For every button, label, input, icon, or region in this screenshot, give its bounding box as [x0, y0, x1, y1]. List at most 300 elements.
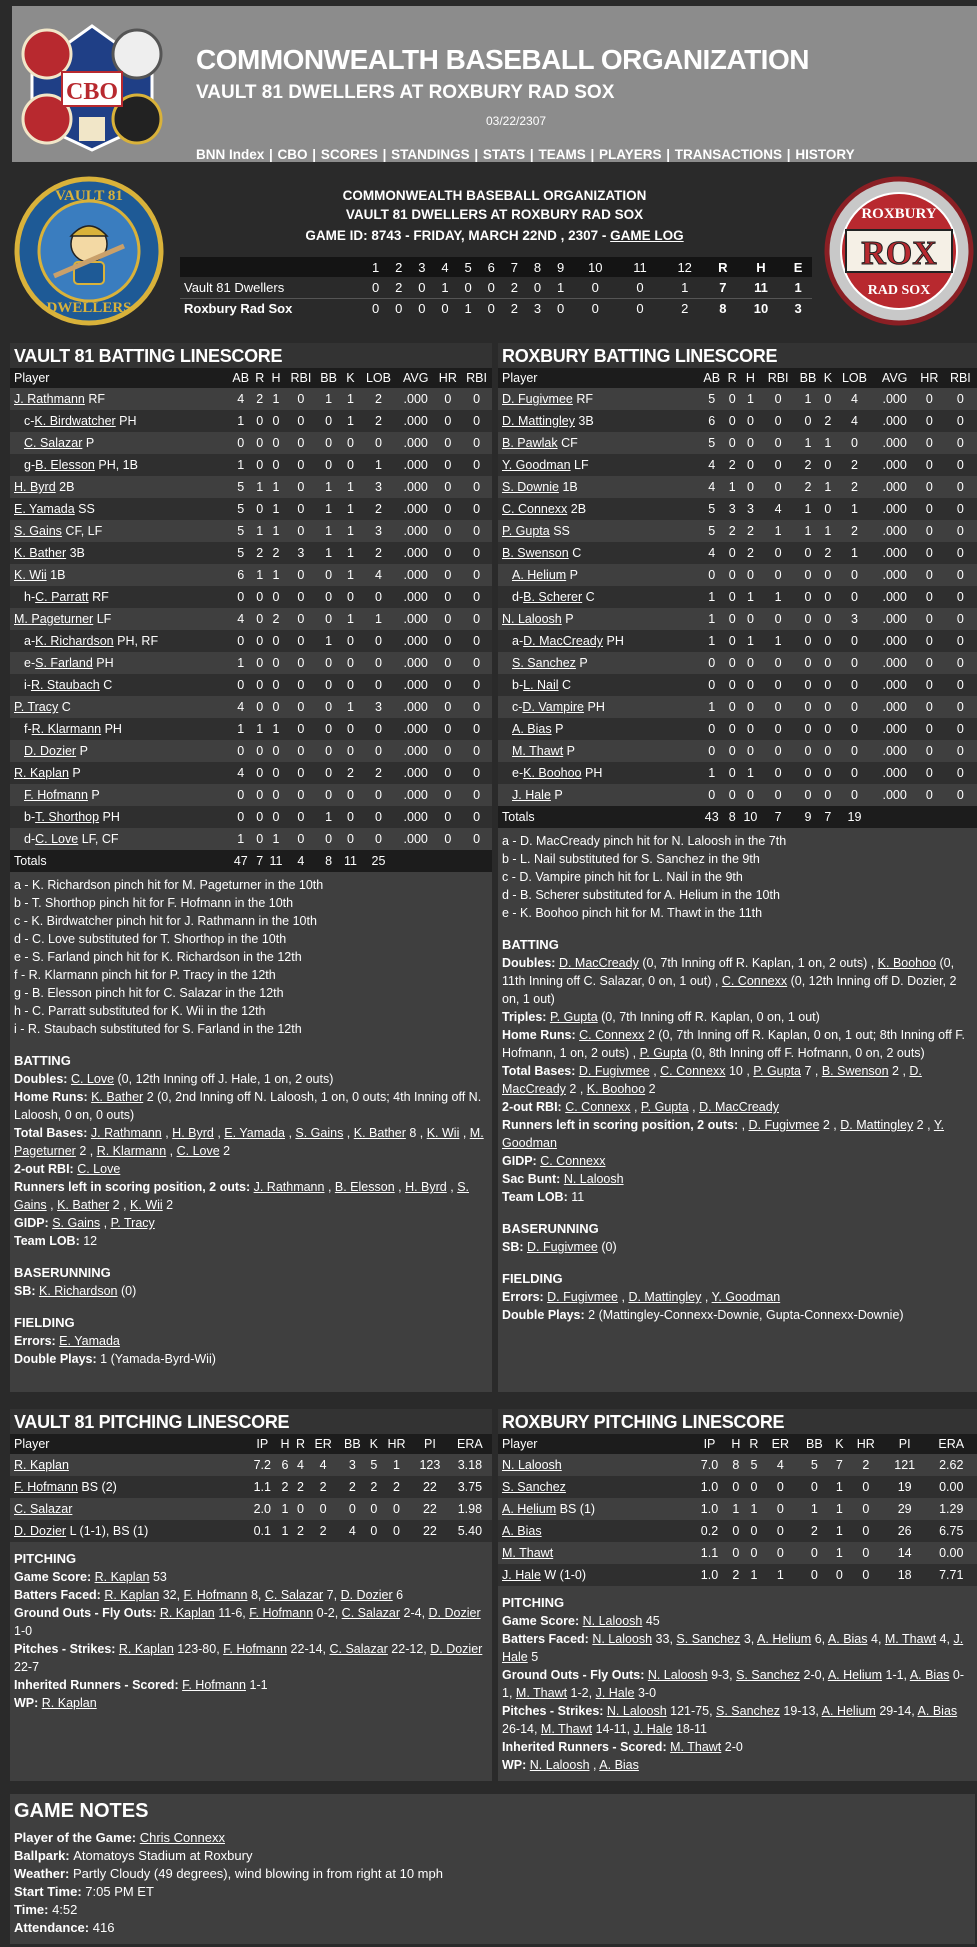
player-link[interactable]: A. Helium	[821, 1704, 876, 1718]
stat-cell: 2	[277, 1476, 293, 1498]
stat-cell: 7.0	[700, 1458, 719, 1472]
total-cell: 7	[821, 806, 834, 828]
player-link[interactable]: D. MacCready	[558, 956, 639, 970]
player-link[interactable]: H. Byrd	[14, 480, 56, 494]
stat-cell: .000	[874, 454, 915, 476]
pitcher-link[interactable]: D. Dozier	[14, 1524, 67, 1538]
note-line	[14, 1676, 488, 1694]
stat-cell: .000	[874, 718, 915, 740]
total-cell	[435, 850, 462, 872]
player-link[interactable]: Chris Connexx	[139, 1830, 225, 1845]
nav-transactions[interactable]: TRANSACTIONS	[674, 147, 783, 162]
stat-cell: 1	[698, 762, 725, 784]
stat-cell: 0	[360, 630, 397, 652]
nav-stats[interactable]: STATS	[482, 147, 526, 162]
footnote: f - R. Klarmann pinch hit for P. Tracy in the 12th	[14, 968, 276, 982]
player-link[interactable]: D. Dozier	[24, 744, 77, 758]
player-link[interactable]: S. Gains	[14, 1180, 469, 1212]
note-label: GIDP:	[14, 1216, 53, 1230]
stat-cell: 3	[375, 700, 382, 714]
note-label: Pitches - Strikes:	[502, 1704, 607, 1718]
player-link[interactable]: E. Yamada	[14, 502, 75, 516]
stat-cell: 1	[750, 1502, 758, 1516]
home-pitching-title: ROXBURY PITCHING LINESCORE	[498, 1409, 977, 1434]
game-note-row	[14, 1865, 971, 1883]
player-cell	[498, 740, 698, 762]
player-link[interactable]: M. Thawt	[884, 1632, 937, 1646]
player-link[interactable]: P. Gupta	[502, 524, 550, 538]
player-link[interactable]: P. Tracy	[110, 1216, 155, 1230]
player-link[interactable]: M. Thawt	[670, 1740, 722, 1754]
nav-history[interactable]: HISTORY	[795, 147, 855, 162]
player-link[interactable]: C. Love	[35, 832, 79, 846]
pitcher-link[interactable]: C. Salazar	[14, 1502, 73, 1516]
player-row	[10, 696, 492, 718]
pitcher-link[interactable]: M. Thawt	[502, 1546, 554, 1560]
player-link[interactable]: L. Nail	[523, 678, 559, 692]
stat-cell: 1	[804, 436, 812, 450]
player-link[interactable]: P. Gupta	[549, 1010, 598, 1024]
player-link[interactable]: J. Hale	[633, 1722, 673, 1736]
player-link[interactable]: C. Salazar	[264, 1588, 324, 1602]
player-link[interactable]: A. Bias	[599, 1758, 639, 1772]
inning-score: 3	[533, 301, 542, 317]
player-link[interactable]: D. Fugivmee	[578, 1064, 650, 1078]
nav-bnn-index[interactable]: BNN Index	[196, 147, 265, 162]
player-link[interactable]: M. Thawt	[540, 1722, 593, 1736]
stat-cell: 0	[286, 762, 317, 784]
note-text: ,	[46, 1198, 58, 1212]
stat-cell: 1	[346, 480, 354, 494]
player-link[interactable]: B. Scherer	[523, 590, 583, 604]
player-link[interactable]: S. Gains	[14, 524, 62, 538]
stat-cell: 0	[727, 1520, 745, 1542]
pitcher-decision: L (1-1), BS (1)	[66, 1524, 149, 1538]
stat-cell: 1	[739, 586, 761, 608]
nav-scores[interactable]: SCORES	[320, 147, 378, 162]
player-link[interactable]: D. Fugivmee	[547, 1290, 619, 1304]
player-position: LF	[93, 612, 112, 626]
note-text: ,	[343, 1126, 354, 1140]
stat-cell: 0	[745, 1476, 763, 1498]
stat-cell: 0	[473, 480, 481, 494]
player-link[interactable]: K. Boohoo	[877, 956, 937, 970]
home-batting-notes	[498, 828, 977, 1324]
player-row	[498, 586, 977, 608]
game-log-link[interactable]: GAME LOG	[610, 228, 684, 243]
player-link[interactable]: P. Tracy	[14, 700, 59, 714]
inning-score: 0	[487, 301, 495, 317]
stat-cell: 0	[925, 524, 933, 538]
player-link[interactable]: C. Connexx	[502, 502, 568, 516]
note-text: 2 ,	[913, 1118, 934, 1132]
player-link[interactable]: A. Helium	[757, 1632, 812, 1646]
stat-cell: 0	[253, 410, 266, 432]
player-link[interactable]: K. Boohoo	[523, 766, 582, 780]
player-cell	[10, 564, 228, 586]
stat-cell: 0	[821, 630, 834, 652]
away-batting-table	[10, 368, 492, 872]
player-link[interactable]: J. Rathmann	[90, 1126, 162, 1140]
stat-cell: 2	[862, 1458, 870, 1472]
stat-cell: 0	[325, 656, 333, 670]
player-position: PH	[584, 700, 605, 714]
player-link[interactable]: J. Hale	[595, 1686, 635, 1700]
stat-cell: 0	[708, 568, 716, 582]
stat-cell: 2	[821, 410, 834, 432]
player-link[interactable]: A. Bias	[512, 722, 552, 736]
inning-header: 2	[395, 259, 403, 275]
player-link[interactable]: N. Laloosh	[502, 612, 562, 626]
inning-score: 0	[636, 301, 644, 317]
stat-cell: 4	[708, 480, 716, 494]
player-link[interactable]: N. Laloosh	[592, 1632, 653, 1646]
player-row	[498, 696, 977, 718]
stat-cell: 0	[944, 630, 977, 652]
player-link[interactable]: S. Sanchez	[716, 1704, 780, 1718]
stat-cell: 2.62	[939, 1458, 964, 1472]
page-title: COMMONWEALTH BASEBALL ORGANIZATION	[196, 44, 809, 75]
column-header: BB	[798, 1434, 831, 1454]
player-link[interactable]: A. Bias	[827, 1632, 868, 1646]
player-link[interactable]: M. Pageturner	[14, 612, 94, 626]
player-link[interactable]: K. Richardson	[39, 1284, 118, 1298]
stat-cell: 0	[325, 744, 333, 758]
substitution-footnotes	[502, 832, 973, 922]
player-cell	[10, 608, 228, 630]
player-link[interactable]: A. Helium	[827, 1668, 883, 1682]
player-link[interactable]: S. Gains	[52, 1216, 101, 1230]
player-link[interactable]: S. Farland	[35, 656, 93, 670]
nav-teams[interactable]: TEAMS	[538, 147, 586, 162]
player-link[interactable]: D. MacCready	[523, 634, 604, 648]
column-header: ERA	[448, 1434, 492, 1454]
stat-cell: 2.0	[253, 1502, 271, 1516]
total-cell: 47	[228, 850, 253, 872]
player-link[interactable]: K. Bather	[57, 1198, 110, 1212]
game-subtitle: VAULT 81 DWELLERS AT ROXBURY RAD SOX	[196, 82, 615, 103]
player-link[interactable]: K. Boohoo	[586, 1082, 646, 1096]
stat-cell: 0	[795, 630, 822, 652]
cbo-logo-text: CBO	[65, 79, 119, 105]
player-position: PH	[101, 722, 122, 736]
column-header: IP	[247, 1434, 277, 1454]
player-cell	[10, 828, 228, 850]
stat-cell: 0	[228, 674, 253, 696]
player-link[interactable]: N. Laloosh	[529, 1758, 590, 1772]
note-label: WP:	[14, 1696, 42, 1710]
note-label: Sac Bunt:	[502, 1172, 564, 1186]
player-cell	[498, 586, 698, 608]
player-position: P	[561, 612, 574, 626]
stat-cell: 2	[293, 1476, 309, 1498]
player-row	[10, 454, 492, 476]
player-link[interactable]: R. Kaplan	[159, 1606, 215, 1620]
player-link[interactable]: K. Bather	[14, 546, 67, 560]
player-link[interactable]: K. Birdwatcher	[34, 414, 116, 428]
game-summary	[12, 176, 977, 326]
away-batting-panel	[10, 343, 492, 1392]
player-link[interactable]: C. Parratt	[35, 590, 89, 604]
away-hits: 11	[738, 277, 784, 298]
footnote: a - D. MacCready pinch hit for N. Laloosh in the 7th	[502, 834, 787, 848]
note-text: ,	[394, 1180, 406, 1194]
player-link[interactable]: N. Laloosh	[563, 1172, 624, 1186]
stat-cell: 0	[746, 480, 754, 494]
pitcher-link[interactable]: R. Kaplan	[14, 1458, 69, 1472]
player-cell	[498, 608, 698, 630]
stat-cell: 2	[728, 524, 736, 538]
inning-header: 6	[487, 259, 495, 275]
stat-cell: 2	[727, 1564, 745, 1586]
player-link[interactable]: N. Laloosh	[606, 1704, 667, 1718]
player-row	[10, 652, 492, 674]
column-header: LOB	[360, 368, 397, 388]
player-link[interactable]: J. Rathmann	[14, 392, 85, 406]
stat-cell: 0	[297, 612, 305, 626]
player-link[interactable]: B. Pawlak	[502, 436, 558, 450]
stat-cell: 0	[850, 744, 858, 758]
player-link[interactable]: D. Dozier	[428, 1606, 481, 1620]
player-link[interactable]: R. Kaplan	[41, 1696, 97, 1710]
player-link[interactable]: C. Connexx	[565, 1100, 631, 1114]
stat-cell: 1	[810, 1502, 818, 1516]
player-link[interactable]: D. MacCready	[699, 1100, 779, 1114]
note-text: 4,	[936, 1632, 954, 1646]
player-link[interactable]: K. Bather	[353, 1126, 406, 1140]
player-link[interactable]: C. Love	[176, 1144, 220, 1158]
note-label: Runners left in scoring position, 2 outs:	[502, 1118, 742, 1132]
player-link[interactable]: R. Kaplan	[118, 1642, 174, 1656]
player-link[interactable]: M. Thawt	[512, 744, 564, 758]
player-link[interactable]: R. Klarmann	[31, 722, 102, 736]
player-link[interactable]: K. Wii	[130, 1198, 163, 1212]
player-link[interactable]: N. Laloosh	[647, 1668, 708, 1682]
stat-cell: .000	[403, 392, 428, 406]
player-link[interactable]: B. Swenson	[502, 546, 569, 560]
stat-cell: 22	[412, 1476, 448, 1498]
player-link[interactable]: E. Yamada	[224, 1126, 285, 1140]
note-text: 7,	[323, 1588, 341, 1602]
player-link[interactable]: R. Kaplan	[104, 1588, 160, 1602]
player-link[interactable]: D. Vampire	[522, 700, 585, 714]
note-line	[14, 1160, 488, 1178]
sub-marker: b-	[24, 810, 36, 824]
player-link[interactable]: D. Mattingley	[840, 1118, 914, 1132]
stat-cell: 0	[286, 454, 317, 476]
roxbury-logo[interactable]	[824, 176, 974, 326]
player-link[interactable]: A. Helium	[512, 568, 567, 582]
stat-cell: 0	[795, 762, 822, 784]
player-row	[498, 454, 977, 476]
stat-cell: 1	[341, 498, 360, 520]
player-link[interactable]: C. Salazar	[341, 1606, 401, 1620]
pitcher-link[interactable]: F. Hofmann	[14, 1480, 78, 1494]
player-link[interactable]: D. MacCready	[502, 1064, 922, 1096]
player-link[interactable]: C. Connexx	[660, 1064, 726, 1078]
player-row	[10, 564, 492, 586]
stat-cell: 1	[341, 410, 360, 432]
player-link[interactable]: S. Sanchez	[736, 1668, 801, 1682]
player-link[interactable]: F. Hofmann	[223, 1642, 288, 1656]
player-link[interactable]: F. Hofmann	[183, 1588, 248, 1602]
inning-header: 5	[464, 259, 472, 275]
footnote: e - S. Farland pinch hit for K. Richardson in the 12th	[14, 950, 302, 964]
stat-cell: 0	[746, 568, 754, 582]
player-link[interactable]: D. Fugivmee	[748, 1118, 820, 1132]
stat-cell: 0	[795, 410, 822, 432]
totals-row	[498, 806, 977, 828]
player-link[interactable]: F. Hofmann	[182, 1678, 247, 1692]
stat-cell: 0	[944, 454, 977, 476]
stat-cell: 0	[746, 612, 754, 626]
note-text: 2 ,	[109, 1198, 131, 1212]
player-link[interactable]: C. Salazar	[329, 1642, 388, 1656]
stat-cell: 1	[831, 1520, 848, 1542]
stat-cell: 0	[862, 1546, 870, 1560]
player-link[interactable]: C. Love	[70, 1072, 115, 1086]
column-header: BB	[338, 1434, 367, 1454]
player-link[interactable]: S. Gains	[295, 1126, 344, 1140]
player-link[interactable]: D. Mattingley	[628, 1290, 702, 1304]
stat-cell: .000	[874, 410, 915, 432]
note-line	[502, 1238, 973, 1256]
note-label: WP:	[502, 1758, 530, 1772]
player-link[interactable]: C. Connexx	[579, 1028, 645, 1042]
stat-cell: 0	[435, 762, 462, 784]
stat-cell: 0	[316, 762, 341, 784]
player-cell	[10, 674, 228, 696]
player-link[interactable]: F. Hofmann	[24, 788, 88, 802]
player-link[interactable]: D. Fugivmee	[527, 1240, 598, 1254]
nav-cbo[interactable]: CBO	[277, 147, 308, 162]
player-link[interactable]: M. Thawt	[515, 1686, 568, 1700]
stat-cell: 0	[461, 542, 492, 564]
column-header: RBI	[944, 368, 977, 388]
player-link[interactable]: F. Hofmann	[249, 1606, 314, 1620]
player-cell	[10, 740, 228, 762]
player-link[interactable]: H. Byrd	[405, 1180, 447, 1194]
player-link[interactable]: M. Pageturner	[14, 1126, 484, 1158]
player-link[interactable]: D. Fugivmee	[502, 392, 573, 406]
note-line	[502, 1026, 973, 1062]
player-link[interactable]: C. Love	[77, 1162, 121, 1176]
player-link[interactable]: B. Swenson	[821, 1064, 889, 1078]
column-header: BB	[316, 368, 341, 388]
pitcher-link[interactable]: N. Laloosh	[502, 1458, 562, 1472]
note-text: 32,	[159, 1588, 184, 1602]
player-link[interactable]: P. Gupta	[640, 1100, 689, 1114]
player-link[interactable]: D. Dozier	[430, 1642, 483, 1656]
player-link[interactable]: S. Sanchez	[512, 656, 576, 670]
player-link[interactable]: Y. Goodman	[502, 458, 571, 472]
note-text: ,	[100, 1216, 111, 1230]
player-link[interactable]: T. Shorthop	[35, 810, 100, 824]
pitcher-link[interactable]: J. Hale	[502, 1568, 541, 1582]
stat-cell: 4	[762, 498, 795, 520]
note-text: 1-2,	[567, 1686, 596, 1700]
stat-cell: 2	[266, 542, 285, 564]
stat-cell: 0	[821, 718, 834, 740]
column-header: RBI	[762, 368, 795, 388]
player-link[interactable]: A. Bias	[917, 1704, 958, 1718]
stat-cell: 0	[266, 806, 285, 828]
player-link[interactable]: J. Rathmann	[253, 1180, 325, 1194]
player-link[interactable]: S. Downie	[502, 480, 559, 494]
pitcher-link[interactable]: A. Bias	[502, 1524, 542, 1538]
player-link[interactable]: R. Kaplan	[94, 1570, 150, 1584]
inning-score: 0	[441, 301, 449, 317]
stat-cell: 0	[297, 392, 305, 406]
cbo-logo[interactable]	[12, 14, 172, 154]
player-link[interactable]: K. Wii	[14, 568, 47, 582]
player-position: P	[68, 766, 81, 780]
inning-header: 8	[533, 259, 542, 275]
stat-cell: 1	[341, 542, 360, 564]
total-cell: 7	[762, 806, 795, 828]
player-link[interactable]: H. Byrd	[172, 1126, 214, 1140]
player-link[interactable]: P. Gupta	[639, 1046, 688, 1060]
player-link[interactable]: K. Richardson	[35, 634, 114, 648]
player-link[interactable]: B. Elesson	[35, 458, 95, 472]
pitcher-link[interactable]: S. Sanchez	[502, 1480, 566, 1494]
player-link[interactable]: C. Salazar	[24, 436, 83, 450]
pitcher-link[interactable]: A. Helium	[502, 1502, 557, 1516]
player-link[interactable]: D. Mattingley	[502, 414, 575, 428]
player-link[interactable]: K. Wii	[426, 1126, 460, 1140]
stat-cell: 0	[727, 1476, 745, 1498]
player-link[interactable]: N. Laloosh	[582, 1614, 643, 1628]
player-link[interactable]: J. Hale	[502, 1632, 964, 1664]
stat-cell: 2	[381, 1476, 412, 1498]
player-link[interactable]: R. Klarmann	[96, 1144, 167, 1158]
stat-cell: 0	[728, 656, 736, 670]
player-link[interactable]: R. Staubach	[30, 678, 100, 692]
stat-cell: 1.1	[700, 1546, 719, 1560]
nav-standings[interactable]: STANDINGS	[391, 147, 470, 162]
stat-cell: 0	[461, 674, 492, 696]
stat-cell: 1	[266, 718, 285, 740]
inning-score: 0	[618, 277, 661, 298]
stat-cell: 1	[277, 1520, 293, 1542]
stat-cell: 0	[739, 718, 761, 740]
player-link[interactable]: C. Connexx	[540, 1154, 606, 1168]
player-link[interactable]: J. Hale	[512, 788, 551, 802]
player-link[interactable]: K. Bather	[91, 1090, 144, 1104]
stat-cell: .000	[874, 542, 915, 564]
player-link[interactable]: A. Bias	[909, 1668, 950, 1682]
player-link[interactable]: P. Gupta	[753, 1064, 801, 1078]
player-link[interactable]: Y. Goodman	[711, 1290, 781, 1304]
stat-cell: 0	[725, 762, 739, 784]
player-link[interactable]: S. Sanchez	[676, 1632, 741, 1646]
player-link[interactable]: B. Elesson	[334, 1180, 395, 1194]
player-link[interactable]: R. Kaplan	[14, 766, 69, 780]
player-link[interactable]: C. Connexx	[721, 974, 788, 988]
total-cell: 43	[698, 806, 725, 828]
player-position: RF	[84, 392, 106, 406]
player-link[interactable]: Y. Goodman	[502, 1118, 945, 1150]
note-line	[14, 1088, 488, 1124]
player-position: C	[58, 700, 71, 714]
stat-cell: .000	[874, 586, 915, 608]
nav-players[interactable]: PLAYERS	[598, 147, 662, 162]
player-position: SS	[549, 524, 570, 538]
player-link[interactable]: D. Dozier	[340, 1588, 393, 1602]
stat-cell: 0	[762, 454, 795, 476]
player-link[interactable]: E. Yamada	[59, 1334, 120, 1348]
player-cell	[10, 498, 228, 520]
